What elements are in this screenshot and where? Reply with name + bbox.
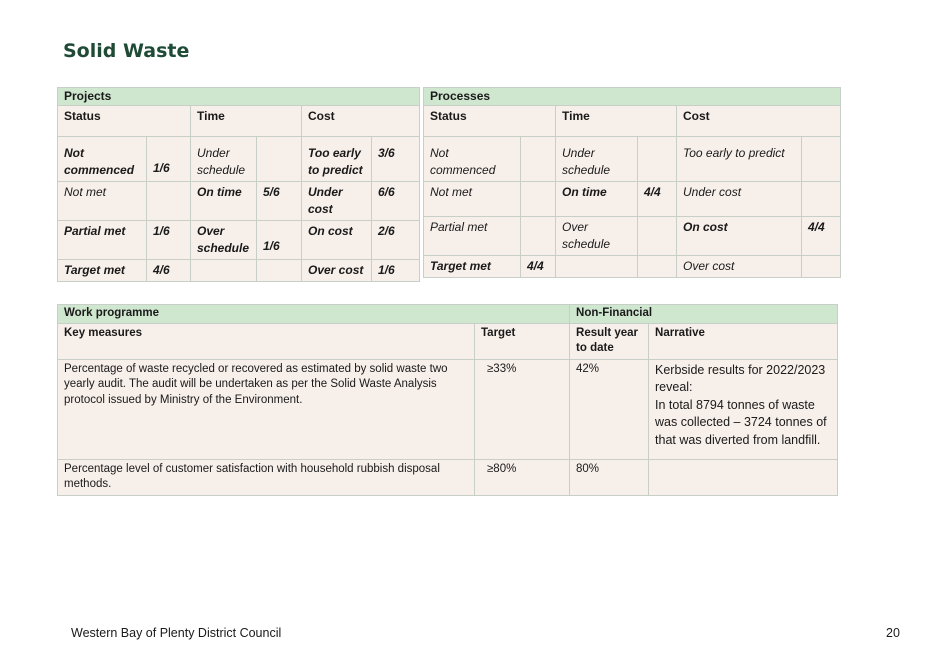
- table-cell: 3/6: [372, 137, 420, 182]
- table-cell: Target met: [58, 260, 147, 282]
- table-cell: [638, 137, 677, 182]
- table-cell: On cost: [302, 221, 372, 260]
- table-cell: [521, 217, 556, 256]
- page-number: 20: [886, 626, 900, 640]
- table-cell: Under schedule: [556, 137, 638, 182]
- table-cell: Not met: [424, 182, 521, 217]
- work-programme-header: Work programme: [58, 305, 570, 324]
- col-status: Status: [58, 106, 191, 137]
- table-cell: On time: [556, 182, 638, 217]
- footer-org: Western Bay of Plenty District Council: [71, 626, 282, 640]
- col-cost: Cost: [677, 106, 841, 137]
- table-cell: 1/6: [147, 221, 191, 260]
- table-cell: [257, 260, 302, 282]
- table-cell: Partial met: [424, 217, 521, 256]
- non-financial-header: Non-Financial: [570, 305, 838, 324]
- table-cell: [802, 182, 841, 217]
- table-cell: Over schedule: [191, 221, 257, 260]
- table-cell: 1/6: [147, 137, 191, 182]
- table-cell: Partial met: [58, 221, 147, 260]
- table-cell: 4/6: [147, 260, 191, 282]
- table-cell: 1/6: [257, 221, 302, 260]
- table-cell: 80%: [570, 459, 649, 495]
- table-cell: 2/6: [372, 221, 420, 260]
- col-target: Target: [475, 323, 570, 359]
- page-title: Solid Waste: [63, 40, 190, 62]
- table-cell: [649, 359, 838, 459]
- table-cell: Under cost: [302, 182, 372, 221]
- table-cell: [257, 137, 302, 182]
- table-cell: 5/6: [257, 182, 302, 221]
- processes-table: [423, 87, 841, 278]
- table-cell: Over cost: [677, 256, 802, 278]
- col-key-measures: Key measures: [58, 323, 475, 359]
- table-cell: 4/4: [638, 182, 677, 217]
- table-cell: [802, 137, 841, 182]
- table-cell: On cost: [677, 217, 802, 256]
- table-cell: Under cost: [677, 182, 802, 217]
- table-cell: 4/4: [802, 217, 841, 256]
- table-cell: ≥33%: [475, 359, 570, 459]
- table-cell: Target met: [424, 256, 521, 278]
- work-programme-table: [57, 304, 838, 496]
- col-cost: Cost: [302, 106, 420, 137]
- table-cell: Percentage of waste recycled or recovered as estimated by solid waste two yearly audit. The audit will be undertaken as per the Solid Waste Analysis protocol issued by Ministry of the Environment.: [58, 359, 475, 459]
- table-cell: Too early to predict: [302, 137, 372, 182]
- table-cell: Percentage level of customer satisfaction with household rubbish disposal methods.: [58, 459, 475, 495]
- table-cell: [556, 256, 638, 278]
- projects-table: [57, 87, 420, 282]
- table-cell: Over schedule: [556, 217, 638, 256]
- table-cell: ≥80%: [475, 459, 570, 495]
- processes-header: Processes: [424, 88, 841, 106]
- table-cell: Too early to predict: [677, 137, 802, 182]
- table-cell: Over cost: [302, 260, 372, 282]
- table-cell: [649, 459, 838, 495]
- narrative-line: Kerbside results for 2022/2023 reveal:: [655, 362, 826, 394]
- table-cell: [802, 256, 841, 278]
- table-cell: [521, 182, 556, 217]
- table-cell: [638, 217, 677, 256]
- narrative-line: In total 8794 tonnes of waste was collected – 3724 tonnes of that was diverted from landfill.: [655, 397, 827, 447]
- col-result: Result year to date: [570, 323, 649, 359]
- col-narrative: Narrative: [649, 323, 838, 359]
- col-time: Time: [191, 106, 302, 137]
- table-cell: Not commenced: [58, 137, 147, 182]
- table-cell: Not met: [58, 182, 147, 221]
- col-time: Time: [556, 106, 677, 137]
- table-cell: 1/6: [372, 260, 420, 282]
- table-cell: [147, 182, 191, 221]
- col-status: Status: [424, 106, 556, 137]
- table-cell: On time: [191, 182, 257, 221]
- table-cell: [521, 137, 556, 182]
- table-cell: 4/4: [521, 256, 556, 278]
- table-cell: [638, 256, 677, 278]
- table-cell: [191, 260, 257, 282]
- table-cell: Under schedule: [191, 137, 257, 182]
- table-cell: Not commenced: [424, 137, 521, 182]
- table-cell: 42%: [570, 359, 649, 459]
- projects-header: Projects: [58, 88, 420, 106]
- table-cell: 6/6: [372, 182, 420, 221]
